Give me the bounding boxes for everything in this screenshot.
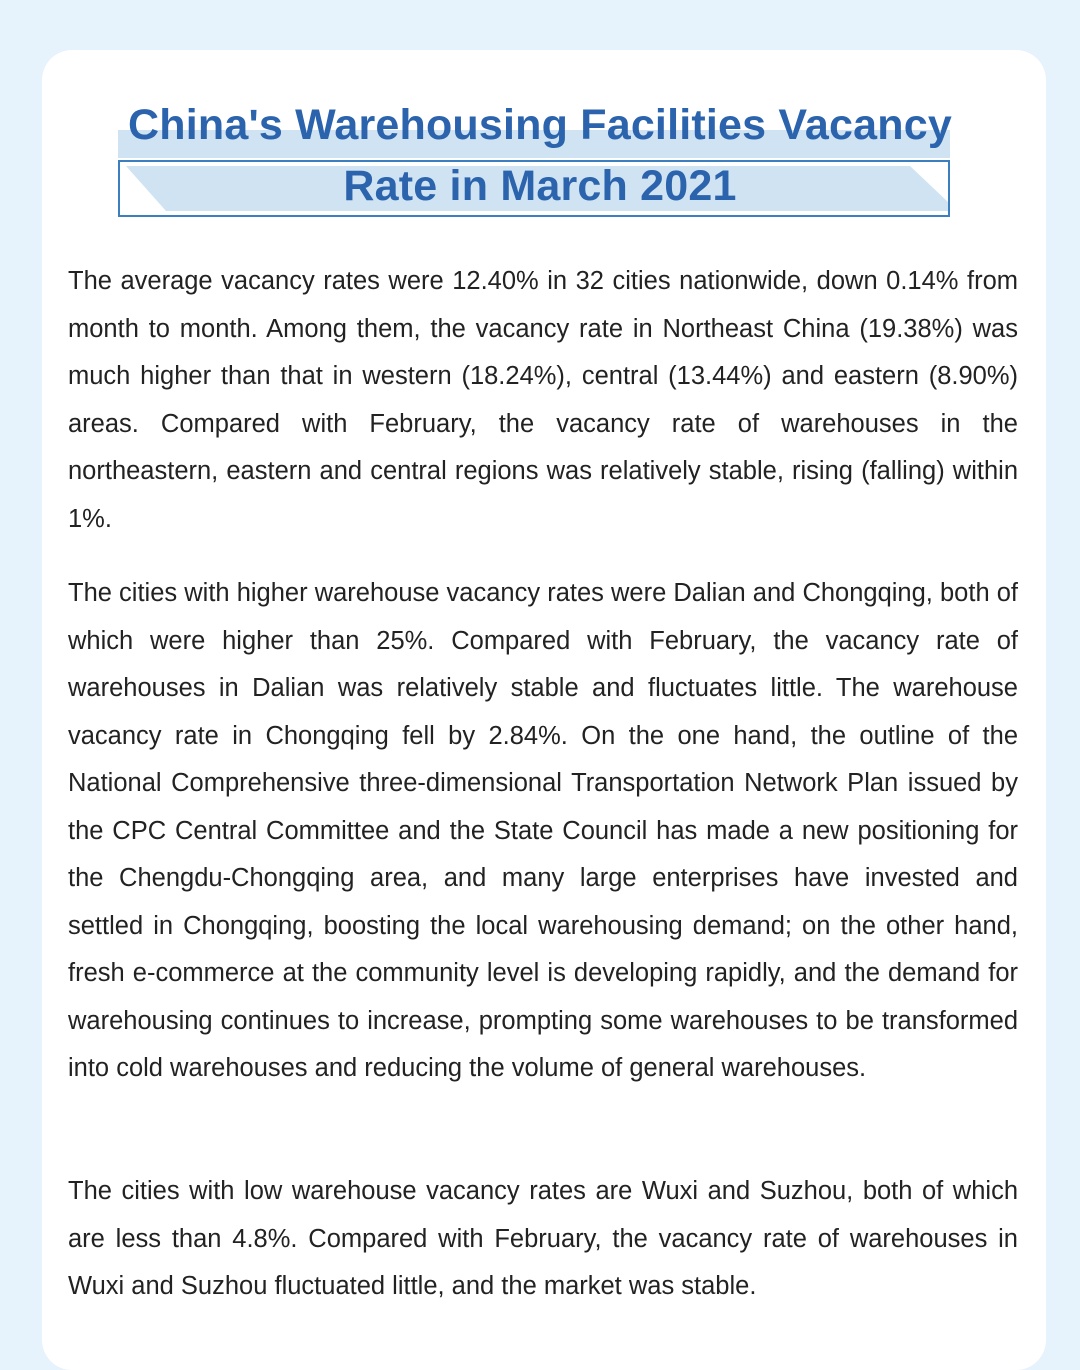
paragraph-low-vacancy-cities: The cities with low warehouse vacancy rates are Wuxi and Suzhou, both of which are less than 4.8%. Compared with February, the vacancy rate of warehouses in Wuxi and Suzhou fluctuated little, and the market was stable. [68,1177,1018,1300]
paragraph-high-vacancy-cities: The cities with higher warehouse vacancy rates were Dalian and Chongqing, both of which were higher than 25%. Compared with February, the vacancy rate of warehouses in Dalian was relatively stable and fluctuates little. The warehouse vacancy rate in Chongqing fell by 2.84%. On the one hand, the outline of the National Comprehensive three-dimensional Transportation Network Plan issued by the CPC Central Committee and the State Council has made a new positioning for the Chengdu-Chongqing area, and many large enterprises have invested and settled in Chongqing, boosting the local warehousing demand; on the other hand, fresh e-commerce at the community level is developing rapidly, and the demand for warehousing continues to increase, prompting some warehouses to be transformed into cold warehouses and reducing the volume of general warehouses. [68,579,1018,1082]
page-title-line-1: China's Warehousing Facilities Vacancy [128,101,952,149]
paragraph-national-overview: The average vacancy rates were 12.40% in 32 cities nationwide, down 0.14% from month to month. Among them, the vacancy rate in Northeast China (19.38%) was much higher than that in western (18.24%), central (13.44%) and eastern (8.90%) areas. Compared with February, the vacancy rate of warehouses in the northeastern, eastern and central regions was relatively stable, rising (falling) within 1%. [68,267,1018,533]
title-banner [0,0,1080,230]
page-title-line-2: Rate in March 2021 [343,162,737,210]
